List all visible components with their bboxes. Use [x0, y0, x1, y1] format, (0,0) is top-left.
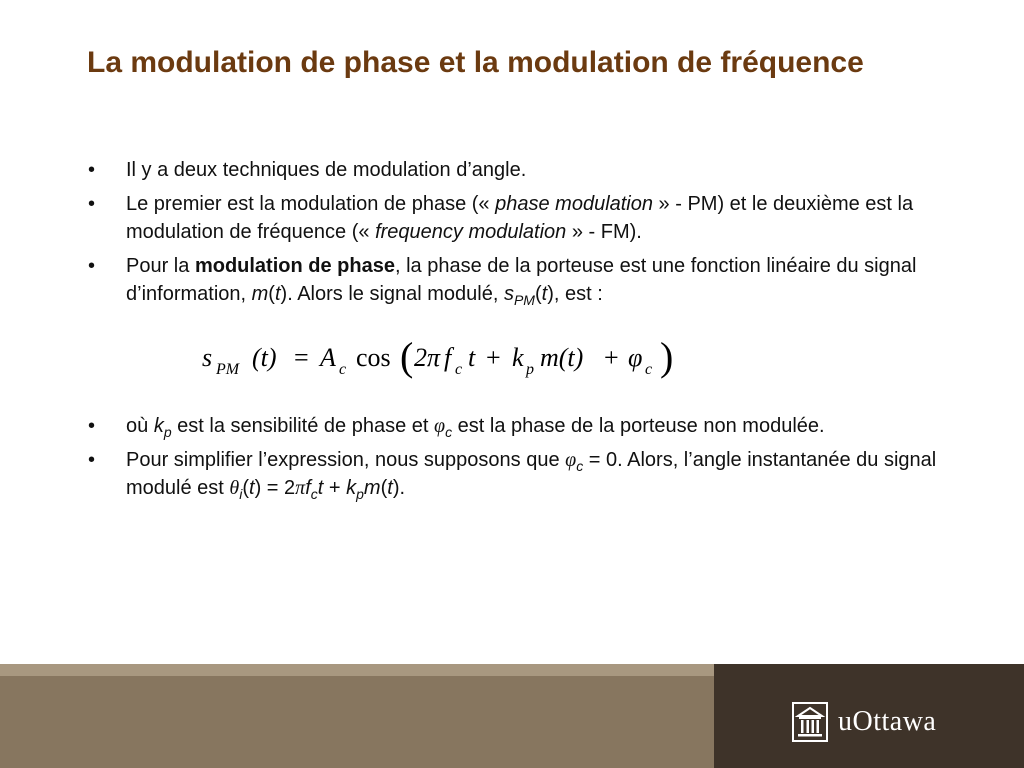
eq-phi: φ — [628, 343, 643, 372]
logo-wordmark: uOttawa — [838, 706, 937, 737]
text-run-italic: m — [363, 477, 381, 499]
text-run: ), est : — [547, 283, 603, 305]
text-run: ). Alors le signal modulé, — [280, 283, 504, 305]
eq-pm-subscript: PM — [216, 361, 240, 378]
phase-modulation-equation — [196, 322, 716, 392]
text-run: » - FM). — [566, 221, 642, 243]
text-run-italic: k — [153, 415, 164, 437]
footer-band-mid — [0, 676, 714, 768]
bullet-marker: • — [88, 193, 96, 215]
text-run-subscript: p — [356, 486, 364, 502]
text-run-italic: f — [305, 477, 311, 499]
text-run: ( — [242, 477, 250, 499]
bullet-item-1 — [88, 156, 938, 184]
eq-m-t: m(t) — [540, 343, 584, 372]
eq-amplitude-subscript: c — [339, 361, 347, 378]
bullet-marker: • — [88, 255, 96, 277]
text-run: ( — [534, 283, 542, 305]
eq-t-arg: (t) — [252, 343, 277, 372]
bullet-item-2 — [88, 190, 938, 246]
bullet-marker: • — [88, 415, 96, 437]
eq-cos: cos — [356, 343, 391, 372]
text-run-subscript: p — [163, 424, 172, 440]
slide-title: La modulation de phase et la modulation de fréquence — [87, 46, 864, 79]
text-run-subscript: c — [445, 424, 453, 440]
eq-left-paren: ( — [400, 334, 414, 379]
uottawa-logo — [792, 702, 936, 742]
text-run: est la sensibilité de phase et — [171, 415, 434, 437]
eq-right-paren: ) — [660, 334, 674, 379]
bullet-text: Il y a deux techniques de modulation d’angle. — [126, 159, 527, 181]
bullet-marker: • — [88, 159, 96, 181]
text-run-subscript: c — [576, 458, 584, 474]
text-run: + — [323, 477, 347, 499]
text-run-subscript: c — [310, 486, 318, 502]
text-run-symbol: φ — [434, 415, 446, 437]
equation-row — [88, 314, 938, 406]
text-run: ( — [268, 283, 275, 305]
eq-s: s — [202, 343, 213, 372]
eq-t: t — [468, 343, 476, 372]
text-run-italic: m — [251, 283, 269, 305]
text-run: ). — [392, 477, 406, 499]
bullet-list — [88, 156, 938, 508]
text-run-italic: t — [317, 477, 324, 499]
text-run-italic: t — [274, 283, 281, 305]
eq-two-pi: 2π — [414, 343, 441, 372]
text-run-subscript: i — [239, 486, 243, 502]
text-run: Le premier est la modulation de phase (« — [126, 193, 496, 215]
text-run-italic: t — [541, 283, 548, 305]
text-run: Pour la — [126, 255, 195, 277]
text-run-bold: modulation de phase — [194, 255, 395, 277]
eq-amplitude: A — [320, 343, 336, 372]
text-run-italic: k — [346, 477, 357, 499]
text-run-symbol: φ — [565, 449, 577, 471]
text-run: = 0. Alors, l’angle instantanée du signal modulé est — [126, 449, 937, 499]
text-run-italic: t — [249, 477, 255, 499]
text-run: où — [126, 415, 154, 437]
eq-k: k — [512, 343, 524, 372]
text-run-italic: phase modulation — [495, 193, 653, 215]
text-run: est la phase de la porteuse non modulée. — [452, 415, 825, 437]
text-run-symbol: θ — [229, 477, 240, 499]
eq-plus-2: + — [604, 343, 619, 372]
eq-f-subscript: c — [455, 361, 463, 378]
eq-k-subscript: p — [526, 361, 534, 378]
bullet-item-5 — [88, 446, 938, 502]
text-run-italic: s — [503, 283, 514, 305]
eq-equals: = — [294, 343, 309, 372]
eq-plus-1: + — [486, 343, 501, 372]
building-icon — [792, 702, 828, 742]
bullet-item-3 — [88, 252, 938, 308]
text-run-italic: t — [387, 477, 393, 499]
text-run-italic: frequency modulation — [375, 221, 567, 243]
text-run-subscript: PM — [513, 292, 535, 308]
text-run: Pour simplifier l’expression, nous supposons que — [126, 449, 566, 471]
bullet-item-4 — [88, 412, 938, 440]
text-run: ) = 2 — [254, 477, 296, 499]
eq-phi-subscript: c — [645, 361, 653, 378]
text-run: » - PM) et le deuxième est la modulation de fréquence (« — [126, 193, 914, 243]
bullet-marker: • — [88, 449, 96, 471]
text-run: , la phase de la porteuse est une fonction linéaire du signal d’information, — [126, 255, 917, 305]
eq-f: f — [444, 343, 452, 372]
text-run-symbol: π — [295, 477, 306, 499]
text-run: ( — [380, 477, 388, 499]
